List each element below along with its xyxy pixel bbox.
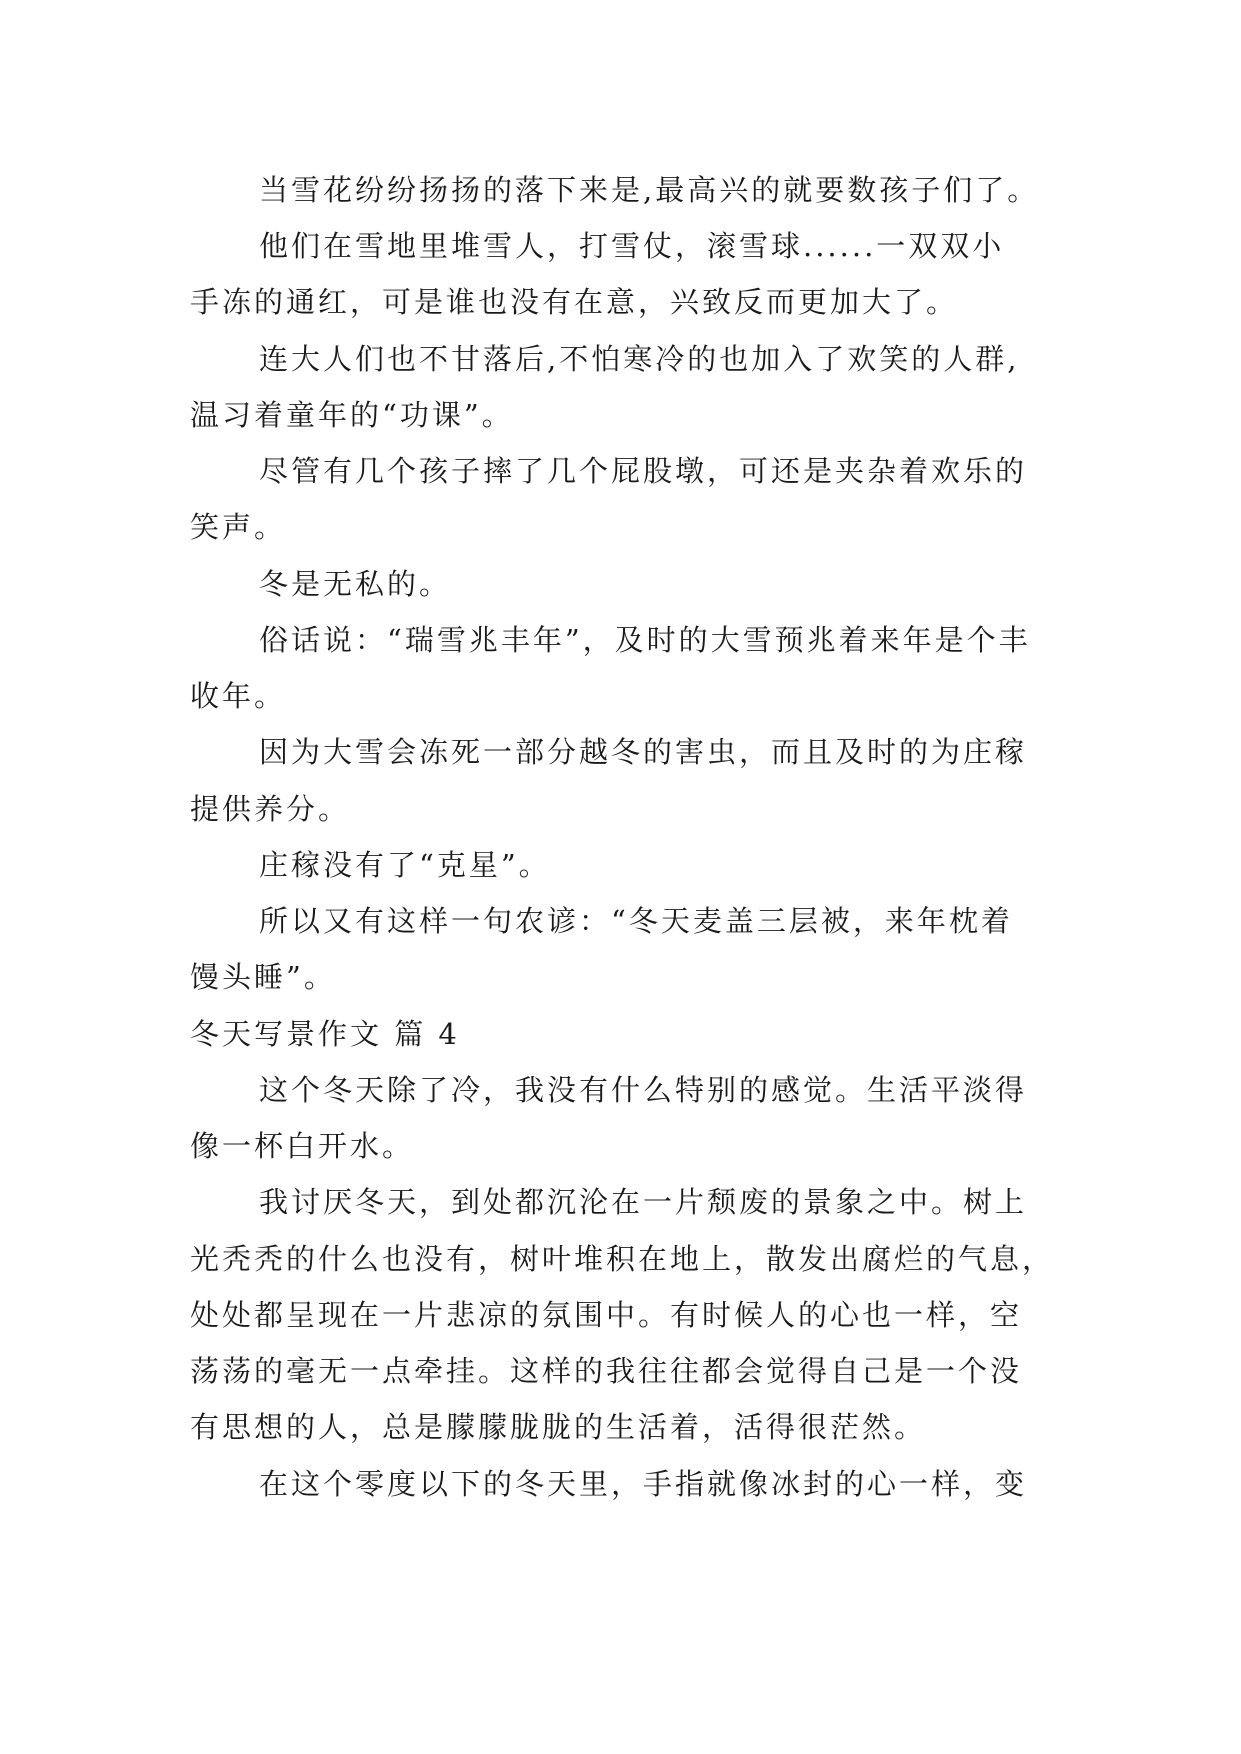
text-line: 处处都呈现在一片悲凉的氛围中。有时候人的心也一样，空 [190, 1298, 1023, 1332]
text-line: 因为大雪会冻死一部分越冬的害虫，而且及时的为庄稼 [259, 735, 1028, 769]
text-line: 光秃秃的什么也没有，树叶堆积在地上，散发出腐烂的气息， [190, 1242, 1055, 1276]
text-line: 笑声。 [190, 510, 287, 544]
section-heading: 冬天写景作文 篇 4 [190, 1017, 460, 1051]
text-line: 馒头睡”。 [190, 960, 336, 994]
text-line: 收年。 [190, 679, 287, 713]
text-line: 冬是无私的。 [259, 567, 452, 601]
text-line: 在这个零度以下的冬天里，手指就像冰封的心一样，变 [259, 1467, 1028, 1501]
text-line: 他们在雪地里堆雪人，打雪仗，滚雪球......一双双小 [259, 229, 1005, 263]
text-line: 尽管有几个孩子摔了几个屁股墩，可还是夹杂着欢乐的 [259, 454, 1028, 488]
text-line: 荡荡的毫无一点牵挂。这样的我往往都会觉得自己是一个没 [190, 1354, 1023, 1388]
text-line: 庄稼没有了“克星”。 [259, 848, 551, 882]
text-line: 我讨厌冬天，到处都沉沦在一片颓废的景象之中。树上 [259, 1185, 1028, 1219]
text-line: 这个冬天除了冷，我没有什么特别的感觉。生活平淡得 [259, 1073, 1028, 1107]
text-line: 所以又有这样一句农谚：“冬天麦盖三层被，来年枕着 [259, 904, 1013, 938]
text-line: 像一杯白开水。 [190, 1129, 415, 1163]
text-line: 提供养分。 [190, 792, 351, 826]
text-line: 俗话说：“瑞雪兆丰年”，及时的大雪预兆着来年是个丰 [259, 623, 1031, 657]
text-line: 当雪花纷纷扬扬的落下来是,最高兴的就要数孩子们了。 [259, 173, 1040, 207]
text-line: 手冻的通红，可是谁也没有在意，兴致反而更加大了。 [190, 285, 959, 319]
text-line: 温习着童年的“功课”。 [190, 398, 514, 432]
text-line: 有思想的人，总是朦朦胧胧的生活着，活得很茫然。 [190, 1410, 927, 1444]
text-line: 连大人们也不甘落后,不怕寒冷的也加入了欢笑的人群, [259, 342, 1020, 376]
